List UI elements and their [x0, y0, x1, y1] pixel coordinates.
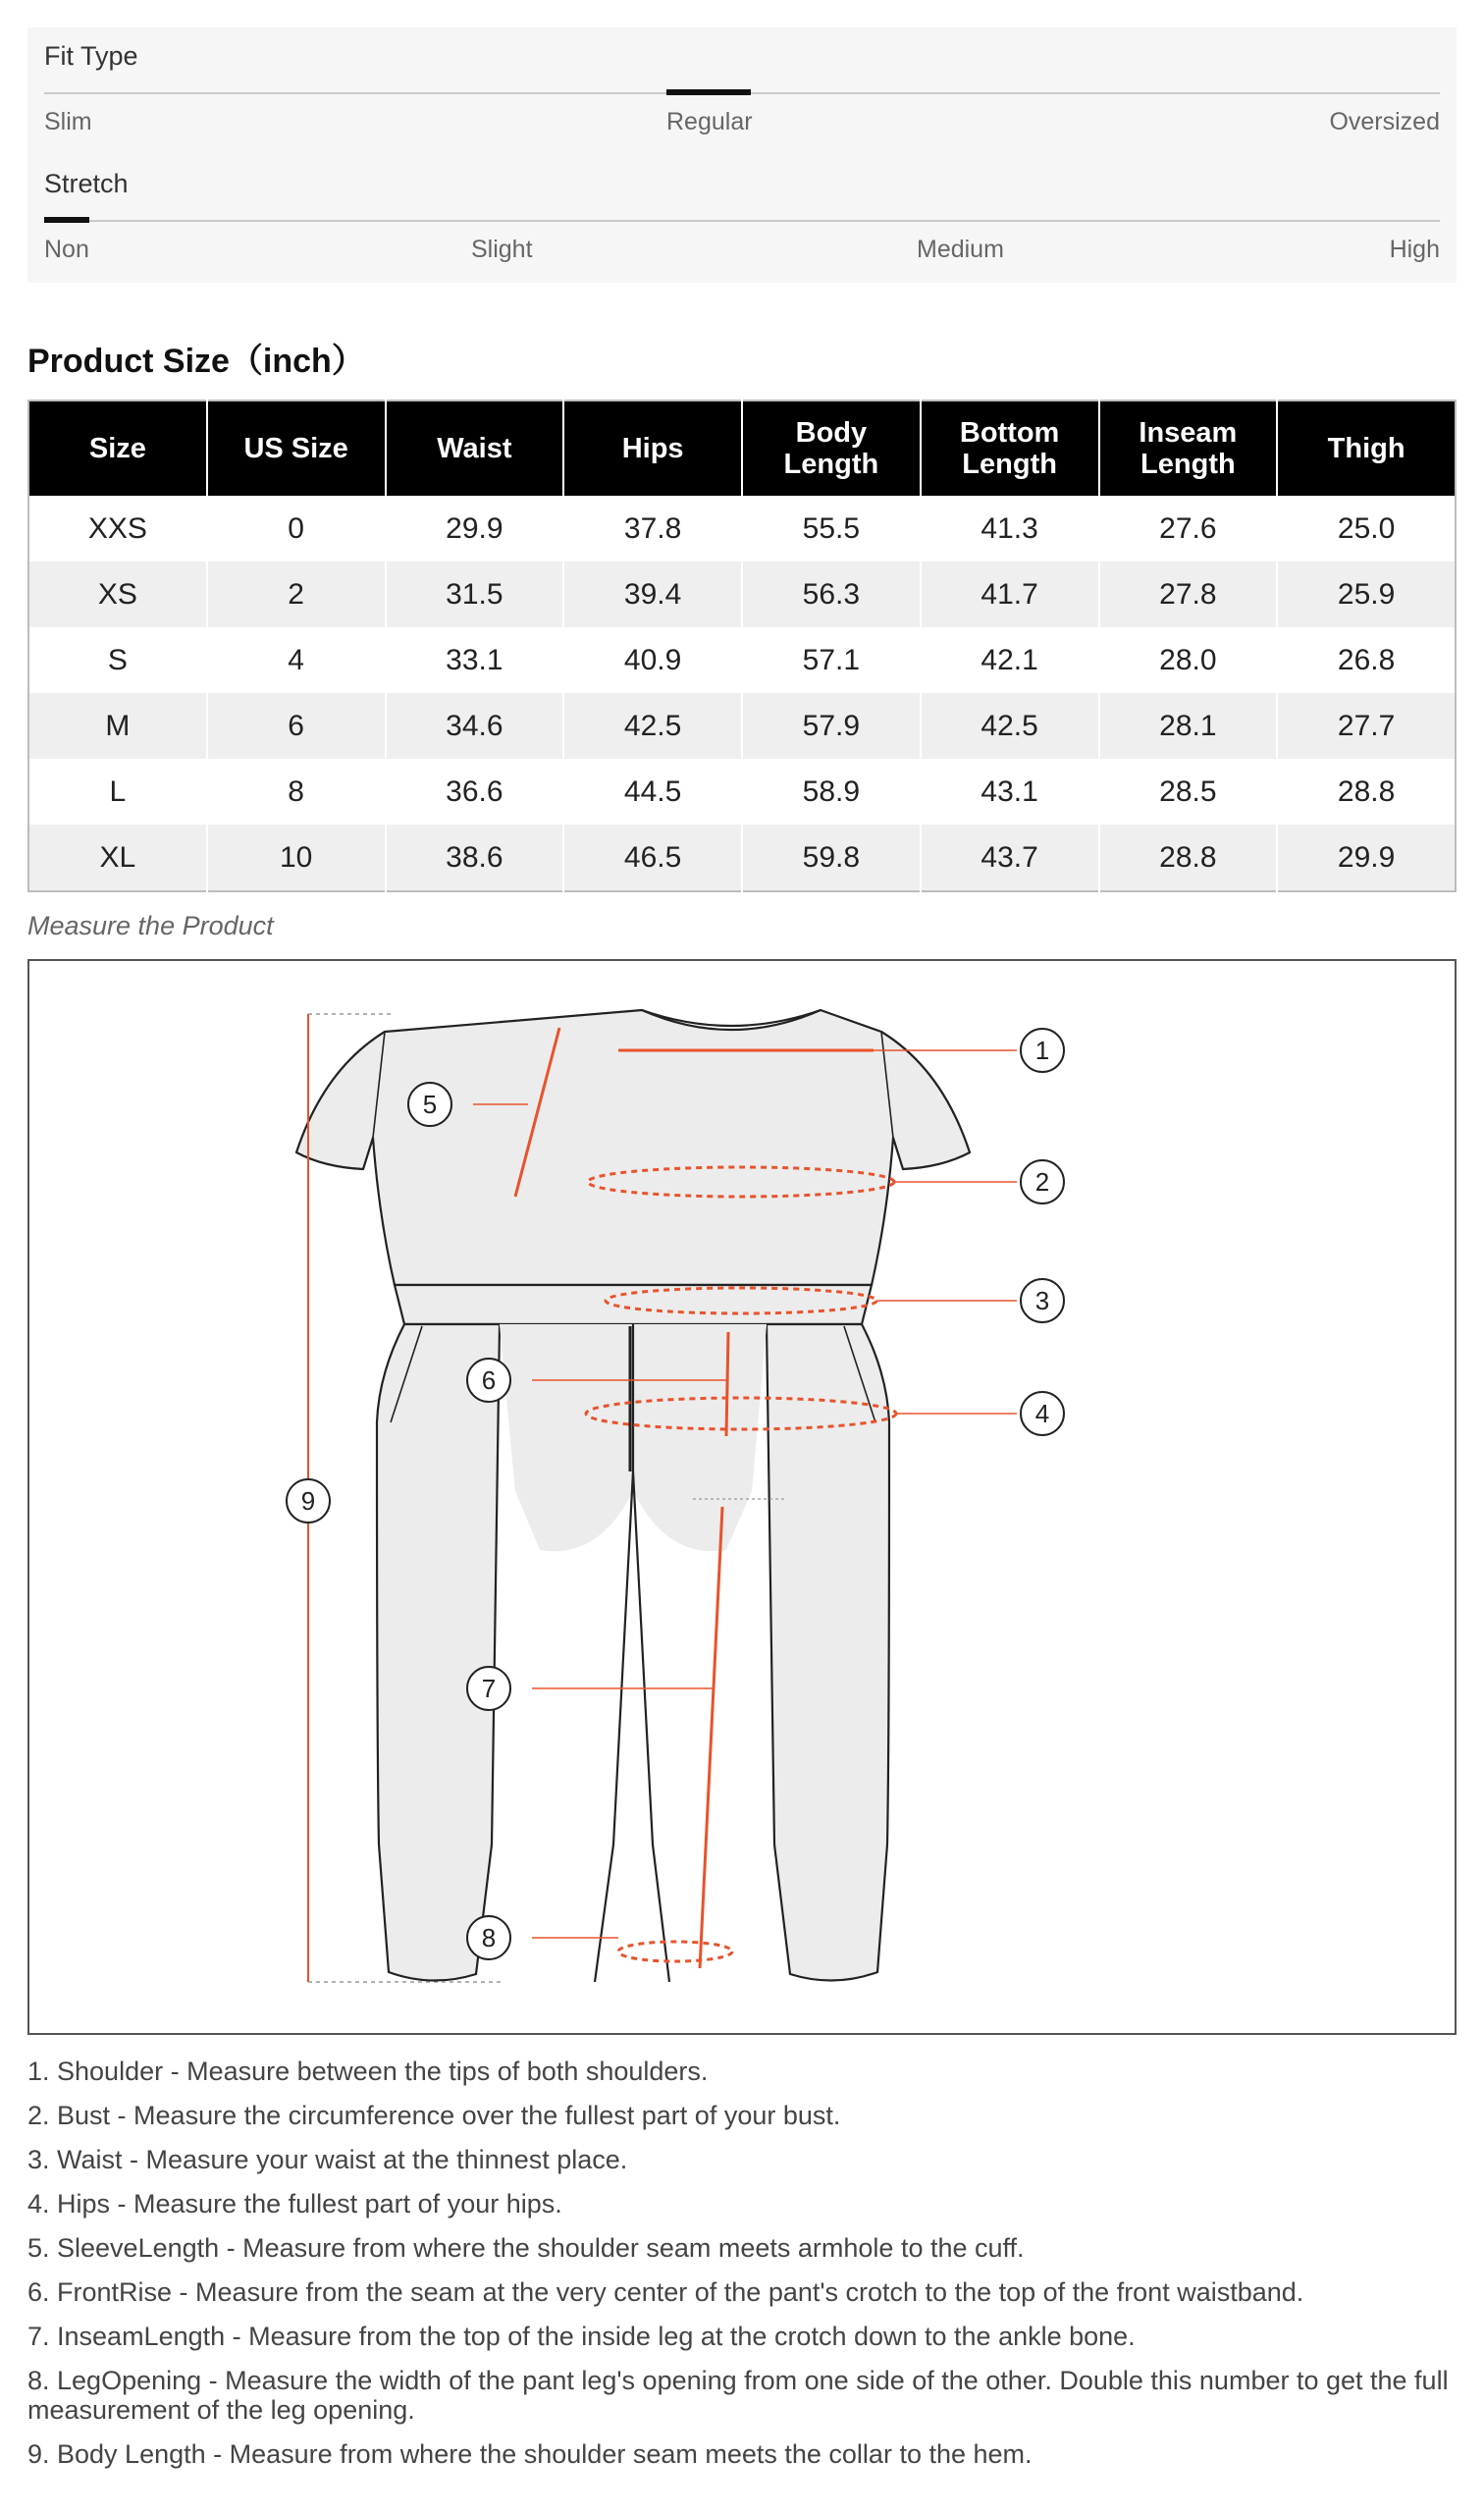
column-header-bottom-length: Bottom Length [921, 401, 1099, 496]
table-cell: 0 [207, 496, 386, 561]
table-cell: 25.9 [1277, 561, 1456, 627]
table-cell: 28.0 [1099, 627, 1278, 693]
table-cell: 56.3 [742, 561, 921, 627]
table-cell: 29.9 [1277, 825, 1456, 891]
table-cell: XS [28, 561, 207, 627]
table-cell: 8 [207, 759, 386, 825]
table-cell: 43.7 [921, 825, 1099, 891]
table-cell: L [28, 759, 207, 825]
column-header-us-size: US Size [207, 401, 386, 496]
column-header-body-length: Body Length [742, 401, 921, 496]
table-cell: M [28, 693, 207, 759]
front-rise-line [726, 1332, 728, 1436]
column-header-inseam-length: Inseam Length [1099, 401, 1278, 496]
instruction-shoulder: 1. Shoulder - Measure between the tips of both shoulders. [27, 2057, 709, 2086]
leg-opening-ellipse [618, 1942, 732, 1961]
table-row [28, 496, 1456, 561]
table-row [28, 627, 1456, 693]
garment-waistband [395, 1285, 872, 1324]
table-cell: 57.9 [742, 693, 921, 759]
marker-label: 3 [1034, 1286, 1050, 1315]
marker-label: 9 [300, 1486, 316, 1516]
table-header-row [28, 401, 1456, 496]
column-header-size: Size [28, 401, 207, 496]
table-cell: 42.5 [921, 693, 1099, 759]
table-cell: S [28, 627, 207, 693]
stretch-title: Stretch [44, 169, 129, 198]
fit-type-indicator [666, 89, 751, 95]
table-cell: 44.5 [563, 759, 742, 825]
stretch-label-non: Non [44, 236, 89, 263]
fit-label-slim: Slim [44, 108, 92, 135]
marker-label: 8 [481, 1923, 497, 1952]
fit-type-title: Fit Type [44, 41, 138, 71]
table-cell: 28.8 [1099, 825, 1278, 891]
table-row [28, 825, 1456, 891]
instruction-sleeve-length: 5. SleeveLength - Measure from where the shoulder seam meets armhole to the cuff. [27, 2233, 1025, 2263]
measure-caption: Measure the Product [27, 911, 274, 940]
table-cell: 41.3 [921, 496, 1099, 561]
marker-9 [287, 1479, 330, 1523]
table-cell: 41.7 [921, 561, 1099, 627]
fit-stretch-panel [27, 27, 1457, 283]
table-cell: 38.6 [386, 825, 564, 891]
table-cell: 34.6 [386, 693, 564, 759]
column-header-waist: Waist [386, 401, 564, 496]
marker-label: 7 [481, 1674, 497, 1703]
table-cell: 31.5 [386, 561, 564, 627]
column-header-hips: Hips [563, 401, 742, 496]
table-cell: XL [28, 825, 207, 891]
table-cell: 39.4 [563, 561, 742, 627]
table-cell: 25.0 [1277, 496, 1456, 561]
instruction-hips: 4. Hips - Measure the fullest part of your hips. [27, 2189, 562, 2219]
instruction-waist: 3. Waist - Measure your waist at the thinnest place. [27, 2145, 628, 2174]
instruction-inseam-length: 7. InseamLength - Measure from the top of the inside leg at the crotch down to the ankle bone. [27, 2322, 1136, 2351]
table-cell: 29.9 [386, 496, 564, 561]
table-cell: 33.1 [386, 627, 564, 693]
marker-3 [1021, 1279, 1064, 1322]
inseam-line [700, 1507, 722, 1968]
instruction-bust: 2. Bust - Measure the circumference over the fullest part of your bust. [27, 2101, 841, 2130]
table-cell: 27.8 [1099, 561, 1278, 627]
table-cell: 26.8 [1277, 627, 1456, 693]
garment-pants [377, 1324, 889, 1982]
marker-label: 2 [1034, 1167, 1050, 1197]
table-cell: 40.9 [563, 627, 742, 693]
table-cell: 10 [207, 825, 386, 891]
marker-label: 1 [1034, 1036, 1050, 1065]
stretch-scale [44, 220, 1440, 222]
measurement-diagram [27, 959, 1457, 2035]
marker-2 [1021, 1160, 1064, 1203]
instruction-leg-opening: 8. LegOpening - Measure the width of the pant leg's opening from one side of the other. Double this number to get the full measurement of the leg opening. [27, 2366, 1449, 2425]
table-cell: 2 [207, 561, 386, 627]
table-cell: 46.5 [563, 825, 742, 891]
table-cell: 55.5 [742, 496, 921, 561]
stretch-label-medium: Medium [917, 236, 1004, 263]
size-table [27, 400, 1457, 892]
table-cell: 28.5 [1099, 759, 1278, 825]
instruction-body-length: 9. Body Length - Measure from where the shoulder seam meets the collar to the hem. [27, 2439, 1033, 2469]
fit-label-oversized: Oversized [1329, 108, 1440, 135]
marker-7 [467, 1667, 510, 1710]
table-cell: 4 [207, 627, 386, 693]
marker-label: 6 [481, 1365, 497, 1395]
table-row [28, 693, 1456, 759]
table-cell: 6 [207, 693, 386, 759]
table-cell: 36.6 [386, 759, 564, 825]
instruction-front-rise: 6. FrontRise - Measure from the seam at the very center of the pant's crotch to the top of the front waistband. [27, 2277, 1304, 2307]
table-cell: 37.8 [563, 496, 742, 561]
marker-6 [467, 1359, 510, 1402]
product-size-heading: Product Size（inch） [27, 343, 365, 380]
table-cell: 27.7 [1277, 693, 1456, 759]
marker-4 [1021, 1392, 1064, 1435]
stretch-label-high: High [1389, 236, 1440, 263]
table-cell: 58.9 [742, 759, 921, 825]
stretch-indicator [44, 217, 89, 223]
table-cell: 42.1 [921, 627, 1099, 693]
table-cell: 28.1 [1099, 693, 1278, 759]
table-cell: 28.8 [1277, 759, 1456, 825]
column-header-thigh: Thigh [1277, 401, 1456, 496]
marker-5 [408, 1083, 451, 1126]
measurement-instructions [27, 2057, 1457, 2484]
table-row [28, 561, 1456, 627]
table-cell: 27.6 [1099, 496, 1278, 561]
marker-label: 5 [422, 1090, 438, 1119]
marker-1 [1021, 1029, 1064, 1072]
table-row [28, 759, 1456, 825]
table-cell: 57.1 [742, 627, 921, 693]
jumpsuit-illustration [29, 961, 1455, 2033]
marker-8 [467, 1916, 510, 1959]
table-cell: XXS [28, 496, 207, 561]
table-cell: 59.8 [742, 825, 921, 891]
table-cell: 42.5 [563, 693, 742, 759]
stretch-label-slight: Slight [471, 236, 533, 263]
table-cell: 43.1 [921, 759, 1099, 825]
fit-label-regular: Regular [666, 108, 753, 135]
marker-label: 4 [1034, 1399, 1050, 1428]
